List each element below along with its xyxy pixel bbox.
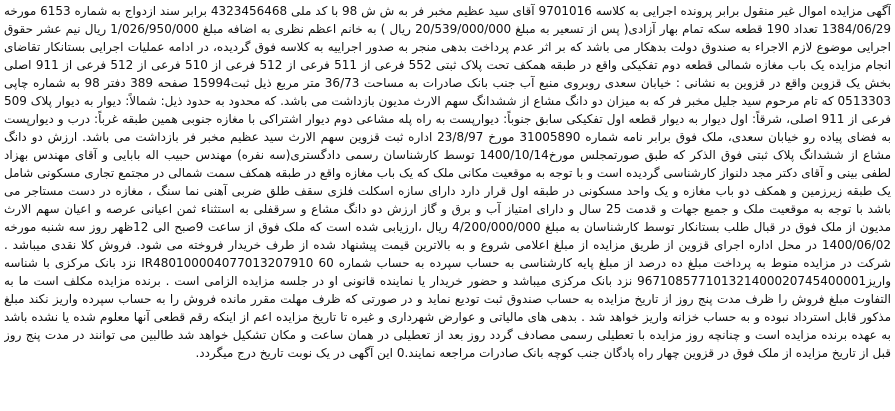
auction-notice-text: آگهی مزایده اموال غیر منقول برابر پرونده اجرایی به کلاسه 9701016 آقای سید عظیم مخبر فر به ش ش 98 با کد ملی 4323456468 برابر سند ازدواج به شماره 6153 مورخه 1384/06/29 تعداد 190 قطعه سکه تمام بهار آزادی( پس از تسعیر به مبلغ 20/539/000/000 ریال ) به خانم اعظم نظری به اضافه مبلغ 1/026/950/000 ریال نیم عشر حقوق اجرایی موضوع لازم الاجراء به صندوق دولت بدهکار می باشد که بر اثر عدم پرداخت بدهی منجر به صدور اجراییه به کلاسه فوق گردیده، در ادامه عملیات اجرایی بستانکار تقاضای انجام مزایده یک باب مغازه شمالی قطعه دوم تفکیکی واقع در طبقه همکف تحت پلاک ثبتی 552 فرعی از 511 فرعی از 512 فرعی از 510 فرعی از 512 فرعی از 911 اصلی بخش یک قزوین واقع در قزوین به نشانی : خیابان سعدی روبروی منبع آب جنب بانک صادرات به مساحت 36/73 متر مربع ذیل ثبت15994 صفحه 389 دفتر 98 به شماره چاپی 0513303 که تام مرحوم سید جلیل مخبر فر که به میزان دو دانگ مشاع از ششدانگ سهم الارث مدیون بازداشت می باشد. که محدود به حدود ذیل: شمالاً: دیوار به دیوار پلاک 509 فرعی از 911 اصلی، شرقاً: اول دیوار به دیوار قطعه اول تفکیکی سابق جنوباً: دیوارپست به راه پله مشاعی دوم دیوار اشتراکی با مغازه جنوبی همین طبقه غرباً: درب و دیوارپست به فضای پیاده رو خیابان سعدی، ملک فوق برابر نامه شماره 31005890 مورخ 23/8/97 اداره ثبت قزوین سهم الارث سید عظیم مخبر فر بازداشت می باشد. ارزش دو دانگ مشاع از ششدانگ پلاک ثبتی فوق الذکر که طبق صورتمجلس مورخ1400/10/14 توسط کارشناسان رسمی دادگستری(سه نفره) مهندس حبیب اله بابایی و آقای مهندس بهزاد لطفی بینی و آقای دکتر مجد دلنواز کارشناسی گردیده است و با توجه به موقعیت مکانی ملک که یک باب مغازه واقع در طبقه همکف سمت شمالی در مجتمع تجاری مسکونی شامل یک طبقه زیرزمین و همکف دو باب مغازه و یک واحد مسکونی در طبقه اول قرار دارد دارای سازه اسکلت فلزی سقف طلق ضربی آهنی نما سنگ ، مغازه در دست مستاجر می باشد با توجه به موقعیت ملک و جمیع جهات و قدمت 25 سال و دارای امتیاز آب و برق و گاز ارزش دو دانگ مشاع و سرقفلی به استثناء ثمن اعیانی عرصه و اعیان سهم الارث مدیون از ملک فوق در قبال طلب بستانکار توسط کارشناسان به مبلغ 4/200/000/000 ریال ،ارزیابی شده است که ملک فوق از ساعت 9صبح الی 12ظهر روز سه شنبه مورخه 1400/06/02 در محل اداره اجرای قزوین از طریق مزایده از مبلغ اعلامی شروع و به بالاترین قیمت پیشنهاد شده از طرف خریدار فروخته می شود. فروش کلا نقدی میباشد . شرکت در مزایده منوط به پرداخت مبلغ ده درصد از مبلغ پایه کارشناسی به حساب سپرده به حساب شماره IR480100004077013207910 60 نزد بانک مرکزی با شناسه واریز967108577101321400020745400001 نزد بانک مرکزی میباشد و حضور خریدار یا نماینده قانونی او در جلسه مزایده الزامی است . برنده مزایده مکلف است ما به التفاوت مبلغ فروش را ظرف مدت پنج روز از تاریخ مزایده به حساب صندوق ثبت تودیع نماید و در صورتی که ظرف مهلت مقرر مانده فروش را به حساب سپرده واریز نکند مبلغ مذکور قابل استرداد نبوده و به حساب خزانه واریز خواهد شد . بدهی های مالیاتی و عوارض شهرداری و غیره تا تاریخ مزایده اعم از اینکه رقم قطعی آنها معلوم شده یا نشده باشد به عهده برنده مزایده است و چنانچه روز مزایده با تعطیلی رسمی مصادف گردد روز بعد از تعطیلی در همان ساعت و مکان تشکیل خواهد شد طالبین می توانند در مدت پنج روز قبل از تاریخ مزایده از ملک فوق در قزوین چهار راه پادگان جنب کوچه بانک صادرات مراجعه نمایند.0 این آگهی در یک نوبت تاریخ درج میگردد. [4,4,891,360]
